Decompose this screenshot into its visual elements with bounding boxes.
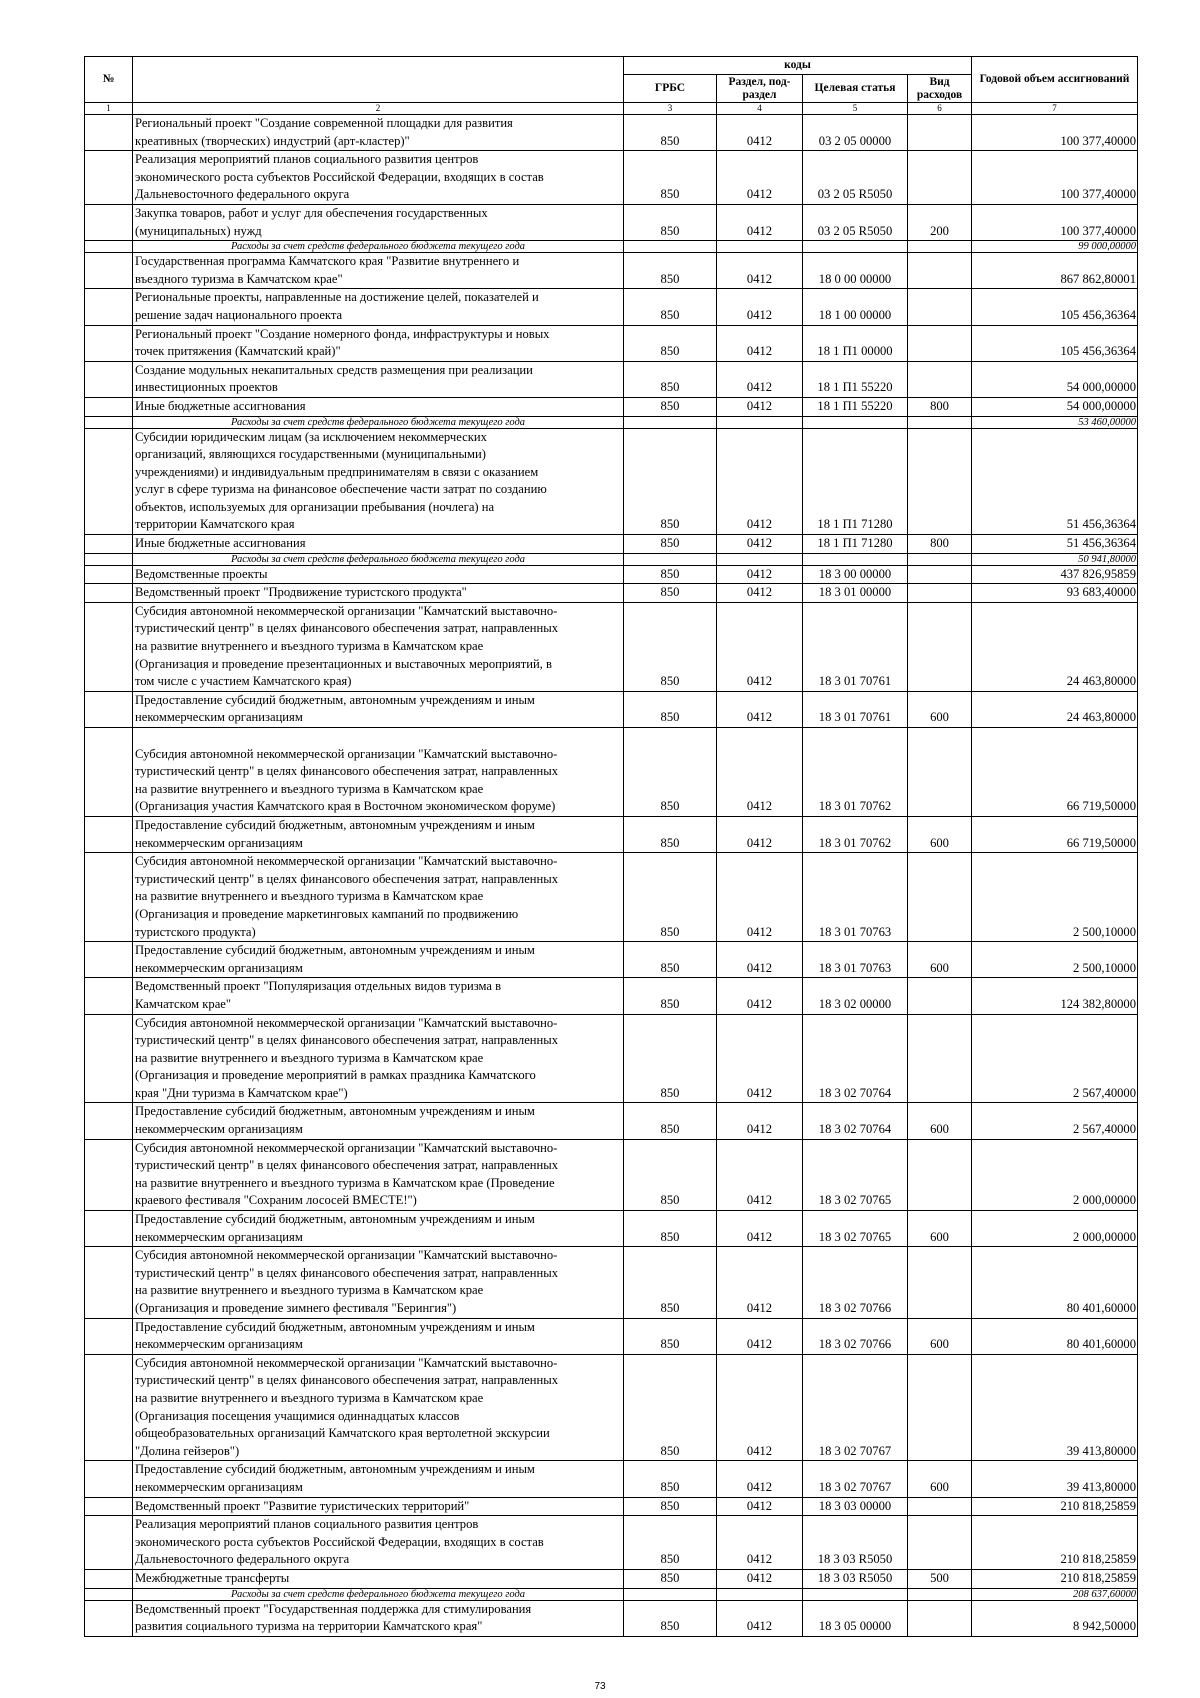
expense-type-cell: [908, 1014, 972, 1103]
row-number-cell: [85, 553, 133, 565]
row-number-cell: [85, 416, 133, 428]
grbs-cell: 850: [624, 584, 717, 603]
grbs-cell: 850: [624, 151, 717, 205]
section-cell: [717, 553, 803, 565]
section-cell: 0412: [717, 1354, 803, 1461]
row-number-cell: [85, 204, 133, 240]
expense-type-cell: [908, 565, 972, 584]
section-cell: [717, 416, 803, 428]
grbs-cell: 850: [624, 1014, 717, 1103]
row-number-cell: [85, 428, 133, 535]
amount-cell: 105 456,36364: [972, 325, 1138, 361]
expense-type-cell: 200: [908, 204, 972, 240]
page-number: 73: [594, 1681, 606, 1692]
row-number-cell: [85, 978, 133, 1014]
expense-type-cell: 600: [908, 942, 972, 978]
expense-type-cell: 600: [908, 1461, 972, 1497]
target-article-cell: 18 3 05 00000: [803, 1600, 908, 1636]
column-index-row: [85, 103, 1138, 115]
amount-cell: 51 456,36364: [972, 535, 1138, 554]
amount-cell: 100 377,40000: [972, 151, 1138, 205]
target-article-cell: 18 3 01 70763: [803, 942, 908, 978]
column-index: 7: [972, 103, 1138, 115]
target-article-cell: 18 3 03 00000: [803, 1497, 908, 1516]
target-article-cell: 18 3 02 70767: [803, 1354, 908, 1461]
section-cell: 0412: [717, 1461, 803, 1497]
table-row: [85, 1318, 1138, 1354]
row-number-cell: [85, 816, 133, 852]
amount-cell: 39 413,80000: [972, 1354, 1138, 1461]
grbs-cell: 850: [624, 691, 717, 727]
target-article-cell: 18 3 02 70765: [803, 1139, 908, 1210]
grbs-cell: [624, 553, 717, 565]
table-row: [85, 428, 1138, 535]
target-article-cell: 18 3 01 70761: [803, 691, 908, 727]
grbs-cell: 850: [624, 816, 717, 852]
row-name-cell: Закупка товаров, работ и услуг для обеспечения государственных (муниципальных) нужд: [133, 204, 624, 240]
grbs-cell: [624, 241, 717, 253]
row-number-cell: [85, 1516, 133, 1570]
section-cell: 0412: [717, 1014, 803, 1103]
row-name-cell: Ведомственные проекты: [133, 565, 624, 584]
table-row: [85, 978, 1138, 1014]
header-annual-volume: Годовой объем ассигнований: [972, 57, 1138, 103]
section-cell: 0412: [717, 325, 803, 361]
header-no: №: [85, 57, 133, 103]
amount-cell: 80 401,60000: [972, 1318, 1138, 1354]
row-name-cell: Межбюджетные трансферты: [133, 1569, 624, 1588]
section-cell: 0412: [717, 584, 803, 603]
target-article-cell: 03 2 05 00000: [803, 115, 908, 151]
target-article-cell: 18 3 02 70764: [803, 1103, 908, 1139]
table-row: [85, 1461, 1138, 1497]
section-cell: 0412: [717, 535, 803, 554]
amount-cell: 66 719,50000: [972, 728, 1138, 817]
expense-type-cell: [908, 253, 972, 289]
grbs-cell: 850: [624, 602, 717, 691]
section-cell: 0412: [717, 1516, 803, 1570]
grbs-cell: 850: [624, 853, 717, 942]
row-number-cell: [85, 1211, 133, 1247]
grbs-cell: 850: [624, 115, 717, 151]
table-row: [85, 115, 1138, 151]
section-cell: 0412: [717, 691, 803, 727]
amount-cell: 50 941,80000: [972, 553, 1138, 565]
column-index: 1: [85, 103, 133, 115]
amount-cell: 99 000,00000: [972, 241, 1138, 253]
row-number-cell: [85, 728, 133, 817]
row-number-cell: [85, 1139, 133, 1210]
expense-type-cell: [908, 584, 972, 603]
table-row: [85, 728, 1138, 817]
table-row: [85, 1497, 1138, 1516]
expense-type-cell: [908, 289, 972, 325]
amount-cell: 80 401,60000: [972, 1247, 1138, 1318]
grbs-cell: 850: [624, 1247, 717, 1318]
table-row: [85, 1569, 1138, 1588]
row-name-cell: Предоставление субсидий бюджетным, автономным учреждениям и иным некоммерческим организациям: [133, 1318, 624, 1354]
target-article-cell: 18 3 01 00000: [803, 584, 908, 603]
amount-cell: 208 637,60000: [972, 1588, 1138, 1600]
amount-cell: 2 567,40000: [972, 1103, 1138, 1139]
federal-funds-row: [85, 416, 1138, 428]
table-row: [85, 602, 1138, 691]
grbs-cell: 850: [624, 397, 717, 416]
expense-type-cell: [908, 1516, 972, 1570]
amount-cell: 210 818,25859: [972, 1497, 1138, 1516]
row-number-cell: [85, 691, 133, 727]
row-number-cell: [85, 853, 133, 942]
row-number-cell: [85, 1354, 133, 1461]
table-row: [85, 565, 1138, 584]
target-article-cell: 18 3 01 70762: [803, 728, 908, 817]
target-article-cell: 18 1 П1 55220: [803, 397, 908, 416]
target-article-cell: 18 3 02 70764: [803, 1014, 908, 1103]
section-cell: 0412: [717, 1211, 803, 1247]
row-number-cell: [85, 253, 133, 289]
amount-cell: 2 500,10000: [972, 942, 1138, 978]
table-row: [85, 204, 1138, 240]
row-number-cell: [85, 289, 133, 325]
target-article-cell: 18 1 П1 71280: [803, 535, 908, 554]
amount-cell: 24 463,80000: [972, 691, 1138, 727]
target-article-cell: 18 1 П1 55220: [803, 361, 908, 397]
row-name-cell: Предоставление субсидий бюджетным, автономным учреждениям и иным некоммерческим организациям: [133, 1211, 624, 1247]
amount-cell: 66 719,50000: [972, 816, 1138, 852]
header-name: [133, 57, 624, 103]
table-row: [85, 151, 1138, 205]
section-cell: 0412: [717, 942, 803, 978]
grbs-cell: 850: [624, 253, 717, 289]
target-article-cell: 18 3 02 70765: [803, 1211, 908, 1247]
amount-cell: 2 567,40000: [972, 1014, 1138, 1103]
row-number-cell: [85, 535, 133, 554]
table-row: [85, 1014, 1138, 1103]
expense-type-cell: 500: [908, 1569, 972, 1588]
amount-cell: 100 377,40000: [972, 204, 1138, 240]
section-cell: 0412: [717, 853, 803, 942]
amount-cell: 867 862,80001: [972, 253, 1138, 289]
row-number-cell: [85, 584, 133, 603]
grbs-cell: 850: [624, 1354, 717, 1461]
expense-type-cell: [908, 428, 972, 535]
amount-cell: 2 500,10000: [972, 853, 1138, 942]
amount-cell: 210 818,25859: [972, 1569, 1138, 1588]
expense-type-cell: [908, 151, 972, 205]
row-name-cell: Региональный проект "Создание номерного фонда, инфраструктуры и новых точек притяжения (Камчатский край)": [133, 325, 624, 361]
grbs-cell: 850: [624, 428, 717, 535]
budget-table: [84, 56, 1138, 1637]
grbs-cell: 850: [624, 1600, 717, 1636]
target-article-cell: 18 3 01 70761: [803, 602, 908, 691]
table-row: [85, 816, 1138, 852]
target-article-cell: 18 0 00 00000: [803, 253, 908, 289]
row-number-cell: [85, 1247, 133, 1318]
target-article-cell: 03 2 05 R5050: [803, 151, 908, 205]
section-cell: 0412: [717, 1139, 803, 1210]
row-name-cell: Субсидия автономной некоммерческой организации "Камчатский выставочно- туристический центр" в целях финансового обеспечения затрат, направленных на развитие внутреннего и въездного туризма в Камчатском крае (Проведение краевого фестиваля "Сохраним лососей ВМЕСТЕ!"): [133, 1139, 624, 1210]
row-number-cell: [85, 397, 133, 416]
federal-funds-row: [85, 1588, 1138, 1600]
table-row: [85, 691, 1138, 727]
amount-cell: 53 460,00000: [972, 416, 1138, 428]
row-name-cell: Субсидия автономной некоммерческой организации "Камчатский выставочно- туристический центр" в целях финансового обеспечения затрат, направленных на развитие внутреннего и въездного туризма в Камчатском крае (Организация и проведение мероприятий в рамках праздника Камчатского края "Дни туризма в Камчатском крае"): [133, 1014, 624, 1103]
section-cell: 0412: [717, 728, 803, 817]
grbs-cell: 850: [624, 942, 717, 978]
amount-cell: 93 683,40000: [972, 584, 1138, 603]
table-row: [85, 1247, 1138, 1318]
target-article-cell: [803, 1588, 908, 1600]
column-index: 3: [624, 103, 717, 115]
row-number-cell: [85, 565, 133, 584]
row-name-cell: Ведомственный проект "Развитие туристических территорий": [133, 1497, 624, 1516]
section-cell: 0412: [717, 397, 803, 416]
amount-cell: 8 942,50000: [972, 1600, 1138, 1636]
grbs-cell: 850: [624, 1461, 717, 1497]
section-cell: 0412: [717, 816, 803, 852]
row-name-cell: Ведомственный проект "Государственная поддержка для стимулирования развития социального туризма на территории Камчатского края": [133, 1600, 624, 1636]
table-row: [85, 361, 1138, 397]
grbs-cell: 850: [624, 1569, 717, 1588]
amount-cell: 54 000,00000: [972, 397, 1138, 416]
target-article-cell: [803, 553, 908, 565]
column-index: 5: [803, 103, 908, 115]
grbs-cell: 850: [624, 1516, 717, 1570]
row-number-cell: [85, 115, 133, 151]
table-row: [85, 1354, 1138, 1461]
expense-type-cell: [908, 553, 972, 565]
table-row: [85, 853, 1138, 942]
row-name-cell: Расходы за счет средств федерального бюджета текущего года: [133, 1588, 624, 1600]
row-number-cell: [85, 361, 133, 397]
expense-type-cell: [908, 115, 972, 151]
section-cell: 0412: [717, 565, 803, 584]
section-cell: 0412: [717, 1600, 803, 1636]
row-number-cell: [85, 1103, 133, 1139]
expense-type-cell: [908, 1247, 972, 1318]
expense-type-cell: 800: [908, 535, 972, 554]
section-cell: [717, 241, 803, 253]
expense-type-cell: 600: [908, 691, 972, 727]
row-name-cell: Расходы за счет средств федерального бюджета текущего года: [133, 553, 624, 565]
grbs-cell: 850: [624, 535, 717, 554]
table-row: [85, 942, 1138, 978]
table-row: [85, 397, 1138, 416]
grbs-cell: 850: [624, 289, 717, 325]
amount-cell: 24 463,80000: [972, 602, 1138, 691]
expense-type-cell: 800: [908, 397, 972, 416]
row-number-cell: [85, 942, 133, 978]
column-index: 4: [717, 103, 803, 115]
row-number-cell: [85, 1014, 133, 1103]
row-name-cell: Субсидия автономной некоммерческой организации "Камчатский выставочно- туристический центр" в целях финансового обеспечения затрат, направленных на развитие внутреннего и въездного туризма в Камчатском крае (Организация участия Камчатского края в Восточном экономическом форуме): [133, 728, 624, 817]
column-index: 2: [133, 103, 624, 115]
grbs-cell: 850: [624, 1497, 717, 1516]
expense-type-cell: [908, 978, 972, 1014]
row-number-cell: [85, 1497, 133, 1516]
grbs-cell: 850: [624, 565, 717, 584]
target-article-cell: 18 3 02 70767: [803, 1461, 908, 1497]
expense-type-cell: [908, 853, 972, 942]
grbs-cell: 850: [624, 1139, 717, 1210]
row-name-cell: Расходы за счет средств федерального бюджета текущего года: [133, 416, 624, 428]
section-cell: 0412: [717, 978, 803, 1014]
header-target-article: Целевая статья: [803, 75, 908, 103]
header-section: Раздел, под- раздел: [717, 75, 803, 103]
grbs-cell: 850: [624, 204, 717, 240]
table-row: [85, 289, 1138, 325]
grbs-cell: 850: [624, 1211, 717, 1247]
grbs-cell: 850: [624, 1103, 717, 1139]
row-name-cell: Субсидии юридическим лицам (за исключением некоммерческих организаций, являющихся государственными (муниципальными) учреждениями) и индивидуальным предпринимателям в связи с оказанием услуг в сфере туризма на финансовое обеспечение части затрат по созданию объектов, используемых для организации пребывания (ночлега) на территории Камчатского края: [133, 428, 624, 535]
row-name-cell: Субсидия автономной некоммерческой организации "Камчатский выставочно- туристический центр" в целях финансового обеспечения затрат, направленных на развитие внутреннего и въездного туризма в Камчатском крае (Организация посещения учащимися одиннадцатых классов общеобразовательных организаций Камчатского края вертолетной экскурсии "Долина гейзеров"): [133, 1354, 624, 1461]
row-name-cell: Ведомственный проект "Популяризация отдельных видов туризма в Камчатском крае": [133, 978, 624, 1014]
section-cell: 0412: [717, 253, 803, 289]
expense-type-cell: [908, 241, 972, 253]
amount-cell: 51 456,36364: [972, 428, 1138, 535]
amount-cell: 100 377,40000: [972, 115, 1138, 151]
row-number-cell: [85, 602, 133, 691]
section-cell: 0412: [717, 428, 803, 535]
row-name-cell: Создание модульных некапитальных средств размещения при реализации инвестиционных проектов: [133, 361, 624, 397]
table-row: [85, 1139, 1138, 1210]
section-cell: 0412: [717, 1497, 803, 1516]
amount-cell: 210 818,25859: [972, 1516, 1138, 1570]
section-cell: 0412: [717, 1569, 803, 1588]
row-number-cell: [85, 151, 133, 205]
amount-cell: 39 413,80000: [972, 1461, 1138, 1497]
target-article-cell: 18 3 03 R5050: [803, 1569, 908, 1588]
header-codes: коды: [624, 57, 972, 75]
grbs-cell: 850: [624, 361, 717, 397]
column-index: 6: [908, 103, 972, 115]
amount-cell: 437 826,95859: [972, 565, 1138, 584]
table-row: [85, 584, 1138, 603]
row-name-cell: Субсидия автономной некоммерческой организации "Камчатский выставочно- туристический центр" в целях финансового обеспечения затрат, направленных на развитие внутреннего и въездного туризма в Камчатском крае (Организация и проведение зимнего фестиваля "Берингия"): [133, 1247, 624, 1318]
target-article-cell: 18 3 02 00000: [803, 978, 908, 1014]
table-row: [85, 535, 1138, 554]
row-name-cell: Государственная программа Камчатского края "Развитие внутреннего и въездного туризма в Камчатском крае": [133, 253, 624, 289]
expense-type-cell: 600: [908, 816, 972, 852]
row-name-cell: Расходы за счет средств федерального бюджета текущего года: [133, 241, 624, 253]
row-name-cell: Предоставление субсидий бюджетным, автономным учреждениям и иным некоммерческим организациям: [133, 816, 624, 852]
amount-cell: 2 000,00000: [972, 1139, 1138, 1210]
grbs-cell: 850: [624, 728, 717, 817]
row-name-cell: Реализация мероприятий планов социального развития центров экономического роста субъектов Российской Федерации, входящих в состав Дальневосточного федерального округа: [133, 151, 624, 205]
expense-type-cell: [908, 1139, 972, 1210]
target-article-cell: 03 2 05 R5050: [803, 204, 908, 240]
table-row: [85, 253, 1138, 289]
section-cell: 0412: [717, 1103, 803, 1139]
expense-type-cell: 600: [908, 1211, 972, 1247]
expense-type-cell: [908, 728, 972, 817]
amount-cell: 2 000,00000: [972, 1211, 1138, 1247]
federal-funds-row: [85, 553, 1138, 565]
expense-type-cell: 600: [908, 1103, 972, 1139]
row-name-cell: Предоставление субсидий бюджетным, автономным учреждениям и иным некоммерческим организациям: [133, 942, 624, 978]
row-name-cell: Предоставление субсидий бюджетным, автономным учреждениям и иным некоммерческим организациям: [133, 691, 624, 727]
section-cell: 0412: [717, 1247, 803, 1318]
target-article-cell: 18 3 01 70763: [803, 853, 908, 942]
target-article-cell: [803, 241, 908, 253]
table-row: [85, 1600, 1138, 1636]
expense-type-cell: [908, 1600, 972, 1636]
expense-type-cell: [908, 416, 972, 428]
row-name-cell: Ведомственный проект "Продвижение туристского продукта": [133, 584, 624, 603]
table-row: [85, 325, 1138, 361]
expense-type-cell: [908, 1497, 972, 1516]
target-article-cell: 18 3 02 70766: [803, 1247, 908, 1318]
target-article-cell: 18 3 02 70766: [803, 1318, 908, 1354]
row-name-cell: Предоставление субсидий бюджетным, автономным учреждениям и иным некоммерческим организациям: [133, 1461, 624, 1497]
target-article-cell: 18 3 01 70762: [803, 816, 908, 852]
section-cell: 0412: [717, 115, 803, 151]
grbs-cell: 850: [624, 1318, 717, 1354]
expense-type-cell: [908, 1588, 972, 1600]
header-expense-type: Вид расходов: [908, 75, 972, 103]
table-row: [85, 1103, 1138, 1139]
row-number-cell: [85, 1588, 133, 1600]
target-article-cell: 18 3 00 00000: [803, 565, 908, 584]
row-name-cell: Иные бюджетные ассигнования: [133, 535, 624, 554]
section-cell: 0412: [717, 204, 803, 240]
amount-cell: 105 456,36364: [972, 289, 1138, 325]
grbs-cell: 850: [624, 978, 717, 1014]
section-cell: 0412: [717, 602, 803, 691]
header-grbs: ГРБС: [624, 75, 717, 103]
section-cell: 0412: [717, 289, 803, 325]
row-name-cell: Региональные проекты, направленные на достижение целей, показателей и решение задач национального проекта: [133, 289, 624, 325]
expense-type-cell: [908, 325, 972, 361]
table-row: [85, 1211, 1138, 1247]
row-name-cell: Реализация мероприятий планов социального развития центров экономического роста субъектов Российской Федерации, входящих в состав Дальневосточного федерального округа: [133, 1516, 624, 1570]
expense-type-cell: [908, 1354, 972, 1461]
target-article-cell: 18 1 П1 00000: [803, 325, 908, 361]
grbs-cell: 850: [624, 325, 717, 361]
grbs-cell: [624, 1588, 717, 1600]
section-cell: [717, 1588, 803, 1600]
row-number-cell: [85, 1569, 133, 1588]
target-article-cell: 18 3 03 R5050: [803, 1516, 908, 1570]
row-name-cell: Субсидия автономной некоммерческой организации "Камчатский выставочно- туристический центр" в целях финансового обеспечения затрат, направленных на развитие внутреннего и въездного туризма в Камчатском крае (Организация и проведение презентационных и выставочных мероприятий, в том числе с участием Камчатского края): [133, 602, 624, 691]
amount-cell: 54 000,00000: [972, 361, 1138, 397]
row-name-cell: Субсидия автономной некоммерческой организации "Камчатский выставочно- туристический центр" в целях финансового обеспечения затрат, направленных на развитие внутреннего и въездного туризма в Камчатском крае (Организация и проведение маркетинговых кампаний по продвижению туристского продукта): [133, 853, 624, 942]
table-row: [85, 1516, 1138, 1570]
section-cell: 0412: [717, 361, 803, 397]
target-article-cell: 18 1 00 00000: [803, 289, 908, 325]
row-number-cell: [85, 1318, 133, 1354]
row-number-cell: [85, 325, 133, 361]
expense-type-cell: [908, 361, 972, 397]
row-name-cell: Предоставление субсидий бюджетным, автономным учреждениям и иным некоммерческим организациям: [133, 1103, 624, 1139]
row-number-cell: [85, 1461, 133, 1497]
section-cell: 0412: [717, 151, 803, 205]
federal-funds-row: [85, 241, 1138, 253]
row-name-cell: Иные бюджетные ассигнования: [133, 397, 624, 416]
grbs-cell: [624, 416, 717, 428]
amount-cell: 124 382,80000: [972, 978, 1138, 1014]
target-article-cell: [803, 416, 908, 428]
expense-type-cell: 600: [908, 1318, 972, 1354]
row-number-cell: [85, 1600, 133, 1636]
row-number-cell: [85, 241, 133, 253]
row-name-cell: Региональный проект "Создание современной площадки для развития креативных (творческих) индустрий (арт-кластер)": [133, 115, 624, 151]
target-article-cell: 18 1 П1 71280: [803, 428, 908, 535]
expense-type-cell: [908, 602, 972, 691]
section-cell: 0412: [717, 1318, 803, 1354]
